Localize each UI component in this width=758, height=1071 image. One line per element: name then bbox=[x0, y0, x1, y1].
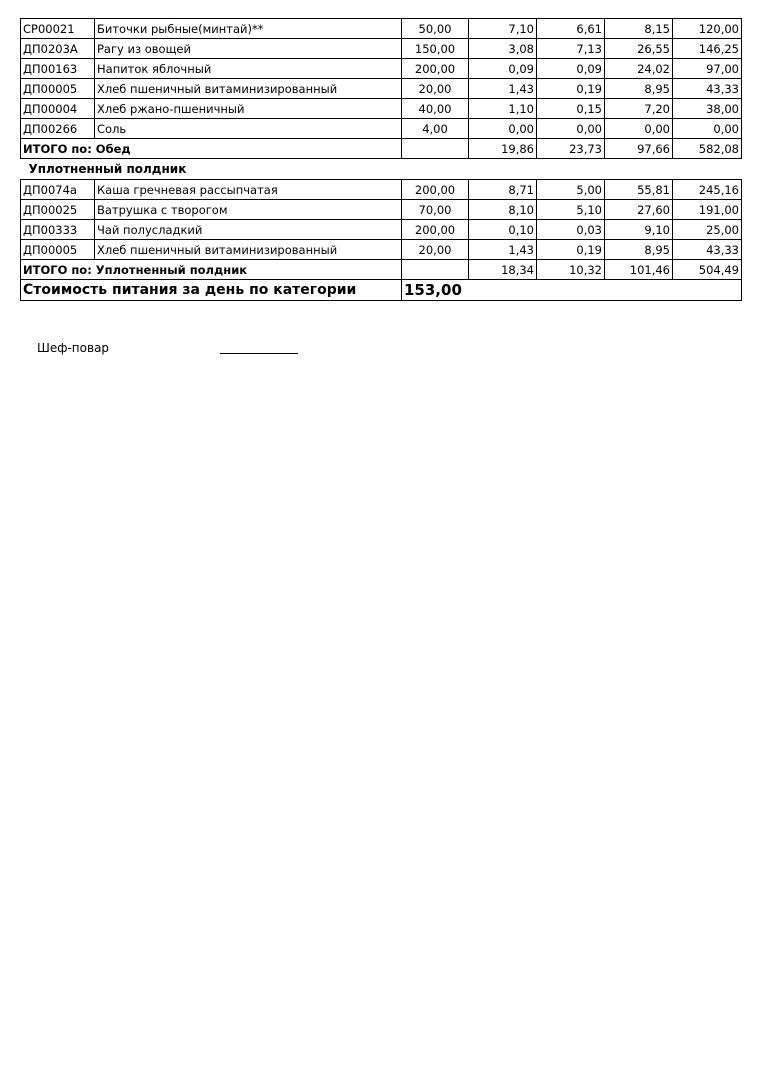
dish-fat: 0,15 bbox=[537, 99, 605, 119]
dish-fat: 0,19 bbox=[537, 240, 605, 260]
table-row bbox=[21, 99, 742, 119]
dish-name: Каша гречневая рассыпчатая bbox=[95, 180, 402, 200]
dish-carbs: 8,95 bbox=[605, 240, 673, 260]
lunch-total-row bbox=[21, 139, 742, 159]
table-row bbox=[21, 39, 742, 59]
dish-qty: 150,00 bbox=[402, 39, 469, 59]
menu-table bbox=[20, 18, 742, 301]
dish-name: Ватрушка с творогом bbox=[95, 200, 402, 220]
dish-carbs: 24,02 bbox=[605, 59, 673, 79]
lunch-total-protein: 19,86 bbox=[469, 139, 537, 159]
cost-value: 153,00 bbox=[402, 280, 742, 301]
dish-carbs: 8,15 bbox=[605, 19, 673, 39]
dish-code: СР00021 bbox=[21, 19, 95, 39]
dish-protein: 1,43 bbox=[469, 79, 537, 99]
dish-protein: 7,10 bbox=[469, 19, 537, 39]
dish-carbs: 26,55 bbox=[605, 39, 673, 59]
dish-protein: 0,10 bbox=[469, 220, 537, 240]
table-row bbox=[21, 79, 742, 99]
lunch-total-label: ИТОГО по: Обед bbox=[21, 139, 402, 159]
snack-total-fat: 10,32 bbox=[537, 260, 605, 280]
dish-carbs: 9,10 bbox=[605, 220, 673, 240]
dish-protein: 8,71 bbox=[469, 180, 537, 200]
dish-kcal: 97,00 bbox=[673, 59, 742, 79]
section-header bbox=[21, 159, 742, 180]
snack-total-carbs: 101,46 bbox=[605, 260, 673, 280]
dish-name: Хлеб пшеничный витаминизированный bbox=[95, 79, 402, 99]
dish-protein: 8,10 bbox=[469, 200, 537, 220]
dish-fat: 0,09 bbox=[537, 59, 605, 79]
dish-fat: 5,10 bbox=[537, 200, 605, 220]
dish-code: ДП00005 bbox=[21, 240, 95, 260]
dish-code: ДП00004 bbox=[21, 99, 95, 119]
dish-qty: 40,00 bbox=[402, 99, 469, 119]
dish-name: Рагу из овощей bbox=[95, 39, 402, 59]
dish-code: ДП00025 bbox=[21, 200, 95, 220]
dish-name: Биточки рыбные(минтай)** bbox=[95, 19, 402, 39]
cost-row bbox=[21, 280, 742, 301]
snack-total-qty bbox=[402, 260, 469, 280]
table-row bbox=[21, 200, 742, 220]
dish-kcal: 25,00 bbox=[673, 220, 742, 240]
lunch-total-qty bbox=[402, 139, 469, 159]
dish-fat: 0,03 bbox=[537, 220, 605, 240]
dish-fat: 0,00 bbox=[537, 119, 605, 139]
dish-qty: 200,00 bbox=[402, 59, 469, 79]
dish-kcal: 146,25 bbox=[673, 39, 742, 59]
dish-code: ДП00266 bbox=[21, 119, 95, 139]
lunch-total-fat: 23,73 bbox=[537, 139, 605, 159]
dish-qty: 4,00 bbox=[402, 119, 469, 139]
dish-carbs: 0,00 bbox=[605, 119, 673, 139]
dish-name: Чай полусладкий bbox=[95, 220, 402, 240]
table-row bbox=[21, 220, 742, 240]
table-row bbox=[21, 59, 742, 79]
dish-name: Хлеб пшеничный витаминизированный bbox=[95, 240, 402, 260]
dish-fat: 7,13 bbox=[537, 39, 605, 59]
dish-qty: 20,00 bbox=[402, 240, 469, 260]
snack-section-title: Уплотненный полдник bbox=[28, 162, 187, 176]
dish-kcal: 120,00 bbox=[673, 19, 742, 39]
dish-protein: 1,10 bbox=[469, 99, 537, 119]
table-row bbox=[21, 180, 742, 200]
dish-name: Хлеб ржано-пшеничный bbox=[95, 99, 402, 119]
dish-kcal: 0,00 bbox=[673, 119, 742, 139]
table-row bbox=[21, 19, 742, 39]
dish-kcal: 191,00 bbox=[673, 200, 742, 220]
dish-code: ДП0074а bbox=[21, 180, 95, 200]
dish-qty: 200,00 bbox=[402, 180, 469, 200]
dish-kcal: 43,33 bbox=[673, 240, 742, 260]
snack-total-protein: 18,34 bbox=[469, 260, 537, 280]
dish-protein: 0,09 bbox=[469, 59, 537, 79]
dish-fat: 6,61 bbox=[537, 19, 605, 39]
dish-code: ДП0203А bbox=[21, 39, 95, 59]
dish-carbs: 27,60 bbox=[605, 200, 673, 220]
lunch-total-kcal: 582,08 bbox=[673, 139, 742, 159]
dish-fat: 5,00 bbox=[537, 180, 605, 200]
chef-signature-label: Шеф-повар bbox=[37, 341, 110, 355]
dish-kcal: 245,16 bbox=[673, 180, 742, 200]
dish-protein: 3,08 bbox=[469, 39, 537, 59]
dish-name: Напиток яблочный bbox=[95, 59, 402, 79]
dish-code: ДП00333 bbox=[21, 220, 95, 240]
dish-protein: 1,43 bbox=[469, 240, 537, 260]
dish-carbs: 7,20 bbox=[605, 99, 673, 119]
dish-qty: 50,00 bbox=[402, 19, 469, 39]
snack-total-kcal: 504,49 bbox=[673, 260, 742, 280]
table-row bbox=[21, 119, 742, 139]
dish-code: ДП00005 bbox=[21, 79, 95, 99]
cost-label: Стоимость питания за день по категории bbox=[21, 280, 402, 301]
dish-qty: 20,00 bbox=[402, 79, 469, 99]
lunch-total-carbs: 97,66 bbox=[605, 139, 673, 159]
dish-qty: 200,00 bbox=[402, 220, 469, 240]
dish-kcal: 43,33 bbox=[673, 79, 742, 99]
signature-line bbox=[220, 353, 298, 354]
dish-protein: 0,00 bbox=[469, 119, 537, 139]
dish-code: ДП00163 bbox=[21, 59, 95, 79]
snack-total-label: ИТОГО по: Уплотненный полдник bbox=[21, 260, 402, 280]
table-row bbox=[21, 240, 742, 260]
dish-name: Соль bbox=[95, 119, 402, 139]
dish-qty: 70,00 bbox=[402, 200, 469, 220]
dish-kcal: 38,00 bbox=[673, 99, 742, 119]
dish-carbs: 55,81 bbox=[605, 180, 673, 200]
snack-total-row bbox=[21, 260, 742, 280]
dish-carbs: 8,95 bbox=[605, 79, 673, 99]
dish-fat: 0,19 bbox=[537, 79, 605, 99]
